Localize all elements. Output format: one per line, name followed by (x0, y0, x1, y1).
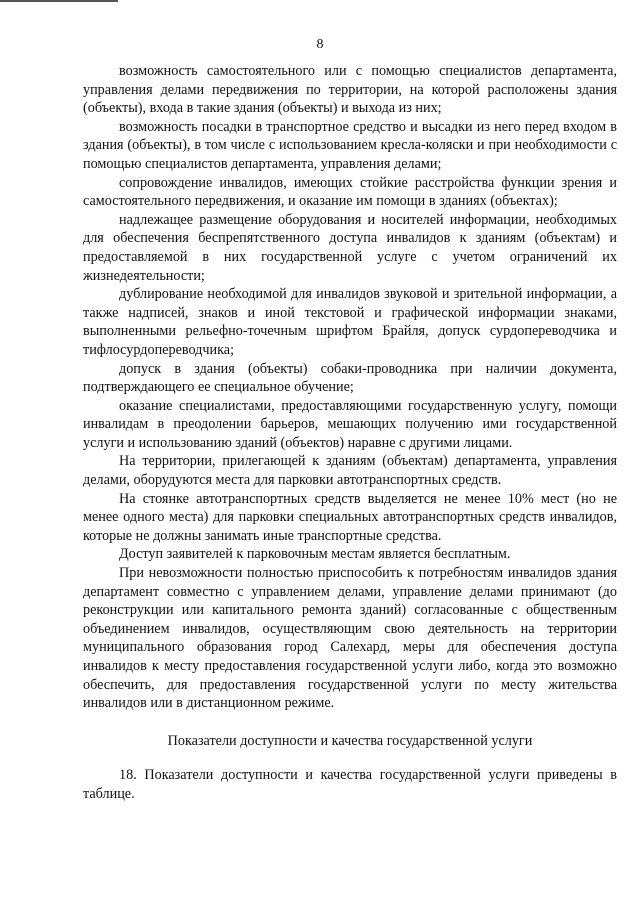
paragraph-7: оказание специалистами, предоставляющими государственную услугу, помощи инвалидам в преодолении барьеров, мешающих получению ими государственной услуги и использованию зданий (объектов) наравне с другими лицами. (83, 397, 617, 451)
paragraph-1: возможность самостоятельного или с помощью специалистов департамента, управления делами передвижения по территории, на которой расположены здания (объекты), входа в такие здания (объекты) и выхода из них; (83, 63, 617, 117)
paragraph-11: При невозможности полностью приспособить к потребностям инвалидов здания департамент совместно с управлением делами, управление делами принимают (до реконструкции или капитального ремонта зданий) согласованные с общественным объединением инвалидов, осуществляющим свою деятельность на территории муниципального образования город Салехард, меры для обеспечения доступа инвалидов к месту предоставления государственной услуги либо, когда это возможно обеспечить, для предоставления государственной услуги по месту жительства инвалидов или в дистанционном режиме. (83, 565, 617, 712)
section-paragraph: 18. Показатели доступности и качества государственной услуги приведены в таблице. (83, 767, 617, 802)
document-body (83, 62, 617, 804)
paragraph-2: возможность посадки в транспортное средство и высадки из него перед входом в здания (объекты), в том числе с использованием кресла-коляски и при необходимости с помощью специалистов департамента, управления делами; (83, 118, 617, 172)
paragraph-6: допуск в здания (объекты) собаки-проводника при наличии документа, подтверждающего ее специальное обучение; (83, 360, 617, 396)
paragraph-3: сопровождение инвалидов, имеющих стойкие расстройства функции зрения и самостоятельного передвижения, и оказание им помощи в зданиях (объектах); (83, 174, 617, 210)
page-number: 8 (316, 37, 324, 52)
paragraph-4: надлежащее размещение оборудования и носителей информации, необходимых для обеспечения беспрепятственного доступа инвалидов к зданиям (объектам) и предоставляемой в них государственной услуге с учетом ограничений их жизнедеятельности; (83, 211, 617, 284)
paragraph-10: Доступ заявителей к парковочным местам является бесплатным. (119, 546, 511, 563)
scan-edge-line (0, 0, 118, 2)
paragraph-9: На стоянке автотранспортных средств выделяется не менее 10% мест (но не менее одного места) для парковки специальных автотранспортных средств инвалидов, которые не должны занимать иные транспортные средства. (83, 490, 617, 544)
paragraph-5: дублирование необходимой для инвалидов звуковой и зрительной информации, а также надписей, знаков и иной текстовой и графической информации знаками, выполненными рельефно-точечным шрифтом Брайля, допуск сурдопереводчика и тифлосурдопереводчика; (83, 286, 617, 358)
paragraph-8: На территории, прилегающей к зданиям (объектам) департамента, управления делами, оборудуются места для парковки автотранспортных средств. (83, 453, 617, 489)
section-heading: Показатели доступности и качества государственной услуги (167, 732, 533, 749)
